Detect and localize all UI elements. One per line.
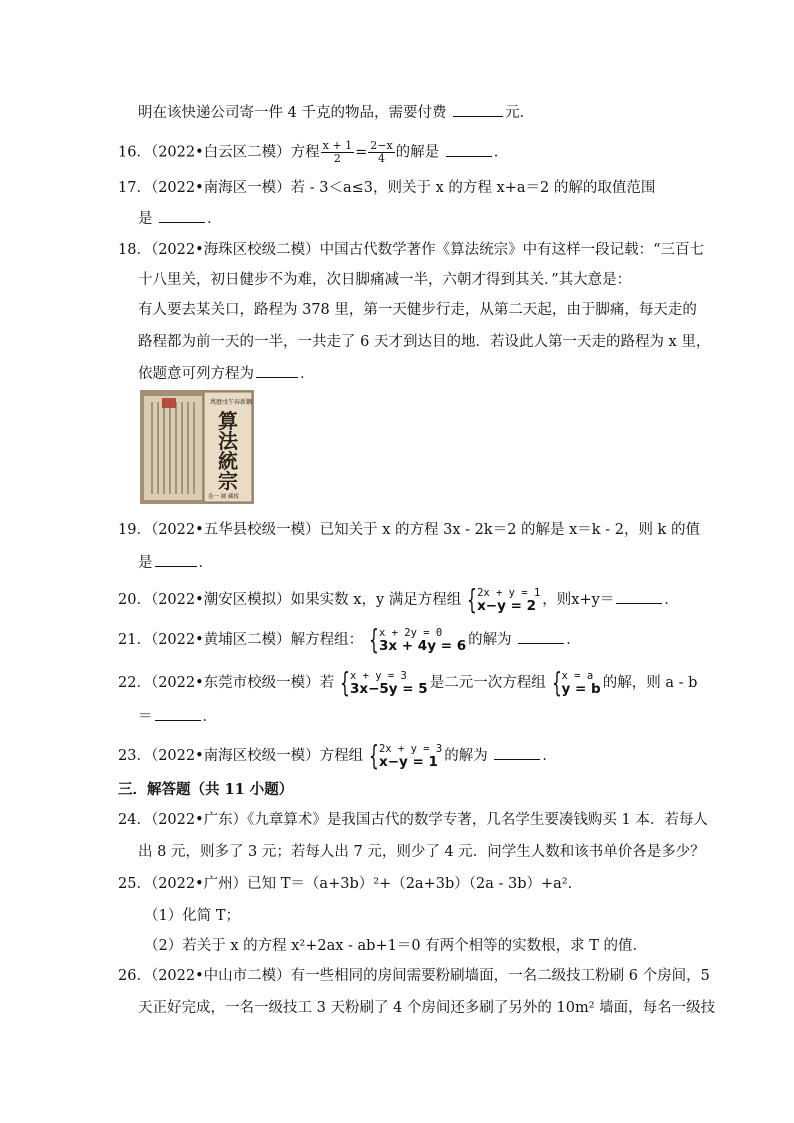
- question-24-cont: 出 8 元，则多了 3 元；若每人出 7 元，则少了 4 元．问学生人数和该书单价各是多少？: [138, 844, 705, 860]
- question-text: 的解为: [468, 632, 512, 648]
- equation-row-1: 2x + y = 3: [378, 743, 443, 755]
- suanfa-tongzong-book-image: [140, 390, 254, 504]
- question-text: 的解为: [444, 748, 488, 764]
- equation-row-2: x−y = 2: [477, 598, 537, 614]
- text: ．: [202, 709, 217, 725]
- question-25-part-2: （2）若关于 x 的方程 x²+2ax - ab+1＝0 有两个相等的实数根，求 T 的值．: [144, 938, 648, 954]
- text: 元．: [505, 105, 535, 121]
- equation-row-2: 3x + 4y = 6: [378, 638, 467, 654]
- cover-header-text: 萬曆戊午春新鐫: [210, 399, 253, 406]
- question-22: [118, 666, 698, 699]
- question-text: 16．（2022•白云区二模）方程: [118, 144, 320, 161]
- question-20: [118, 583, 679, 616]
- answer-blank[interactable]: [494, 745, 540, 760]
- brace: {: [369, 739, 379, 772]
- question-19: 19．（2022•五华县校级一模）已知关于 x 的方程 3x - 2k＝2 的解是 x＝k - 2，则 k 的值: [118, 522, 700, 538]
- fraction-1: [321, 140, 354, 165]
- question-18-line-3: 有人要去某关口，路程为 378 里，第一天健步行走，从第二天起，由于脚痛，每天走的: [138, 302, 697, 318]
- answer-blank[interactable]: [453, 102, 503, 117]
- cover-char-1: 算: [218, 409, 238, 433]
- equation-row-2: y = b: [561, 681, 601, 697]
- text: ．: [207, 211, 222, 227]
- question-26-cont: 天正好完成，一名一级技工 3 天粉刷了 4 个房间还多刷了另外的 10m² 墙面，每名一级技: [138, 1000, 716, 1016]
- question-26: 26．（2022•中山市二模）有一些相同的房间需要粉刷墙面，一名二级技工粉刷 6 个房间，5: [118, 968, 710, 984]
- text: ．: [566, 632, 581, 648]
- text: ．: [664, 592, 679, 608]
- equals: =: [355, 144, 368, 161]
- question-17: 17．（2022•南海区一模）若 - 3＜a≤3，则关于 x 的方程 x+a＝2 的解的取值范围: [118, 180, 656, 196]
- cover-footer-text: 卷一 圖 藏板: [208, 494, 239, 500]
- text: ．: [493, 144, 509, 161]
- question-24: 24．（2022•广东）《九章算术》是我国古代的数学专著，几名学生要凑钱购买 1 本．若每人: [118, 812, 708, 828]
- answer-blank[interactable]: [256, 363, 298, 378]
- numerator: x + 1: [322, 139, 353, 152]
- brace: {: [369, 623, 379, 656]
- question-text: 的解，则 a - b: [602, 675, 698, 691]
- equation-system-1: [336, 666, 428, 699]
- question-text: 23．（2022•南海区校级一模）方程组: [118, 748, 364, 764]
- equation-row-1: 2x + y = 1: [477, 587, 541, 599]
- question-18: 18．（2022•海珠区校级二模）中国古代数学著作《算法统宗》中有这样一段记载：“三百七: [118, 242, 705, 258]
- text: 依题意可列方程为: [138, 366, 254, 382]
- text: ．: [542, 748, 557, 764]
- equation-row-1: x = a: [561, 670, 594, 682]
- question-21: [118, 623, 581, 656]
- question-text: 22．（2022•东莞市校级一模）若: [118, 675, 335, 691]
- equation-system: [463, 583, 541, 616]
- brace: {: [551, 666, 562, 699]
- brace: {: [467, 583, 478, 616]
- equation-row-1: x + y = 3: [349, 670, 407, 682]
- question-22-cont: [138, 706, 217, 727]
- equation-row-2: x−y = 1: [378, 754, 438, 770]
- text: 是: [138, 211, 153, 227]
- text: ．: [198, 555, 213, 571]
- answer-blank[interactable]: [155, 552, 197, 567]
- book-left-page: [144, 396, 202, 500]
- question-18-line-5: [138, 363, 315, 384]
- answer-blank[interactable]: [159, 208, 205, 223]
- question-text: 21．（2022•黄埔区二模）解方程组：: [118, 632, 364, 648]
- question-text: 是二元一次方程组: [429, 675, 546, 691]
- equation-row-1: x + 2y = 0: [378, 627, 443, 639]
- question-16: [118, 140, 508, 165]
- section-heading-3: 三．解答题（共 11 小题）: [118, 781, 294, 798]
- question-18-line-2: 十八里关，初日健步不为难，次日脚痛减一半，六朝才得到其关．”其大意是：: [138, 272, 632, 288]
- text: 是: [138, 555, 153, 571]
- question-text: 的解是: [395, 144, 440, 161]
- cover-char-2: 法: [218, 429, 238, 453]
- text: ＝: [138, 709, 153, 725]
- question-text: ，则x+y＝: [542, 592, 615, 608]
- equation-system: [365, 739, 443, 772]
- answer-blank[interactable]: [155, 706, 201, 721]
- equation-system: [365, 623, 467, 656]
- question-19-cont: [138, 552, 213, 573]
- denominator: 2: [333, 152, 341, 165]
- cover-char-4: 宗: [218, 469, 238, 493]
- question-text: 20．（2022•潮安区模拟）如果实数 x，y 满足方程组: [118, 592, 462, 608]
- answer-blank[interactable]: [446, 142, 492, 157]
- q15-continuation: [138, 102, 534, 123]
- red-seal: [162, 398, 176, 408]
- numerator: 2−x: [370, 139, 393, 152]
- brace: {: [340, 666, 350, 699]
- text: ．: [300, 366, 315, 382]
- denominator: 4: [377, 152, 385, 165]
- question-18-line-4: 路程都为前一天的一半，一共走了 6 天才到达目的地．若设此人第一天走的路程为 x 里，: [138, 334, 711, 350]
- equation-system-2: [548, 666, 601, 699]
- equation-row-2: 3x−5y = 5: [349, 681, 428, 697]
- question-25: 25．（2022•广州）已知 T＝（a+3b）²+（2a+3b）（2a - 3b）+a²．: [118, 876, 583, 892]
- answer-blank[interactable]: [518, 629, 564, 644]
- answer-blank[interactable]: [616, 589, 662, 604]
- text: 明在该快递公司寄一件 4 千克的物品，需要付费: [138, 105, 447, 121]
- cover-char-3: 統: [218, 449, 238, 473]
- question-17-cont: [138, 208, 222, 229]
- question-23: [118, 739, 557, 772]
- fraction-2: [368, 140, 394, 165]
- question-25-part-1: （1）化简 T；: [144, 908, 241, 924]
